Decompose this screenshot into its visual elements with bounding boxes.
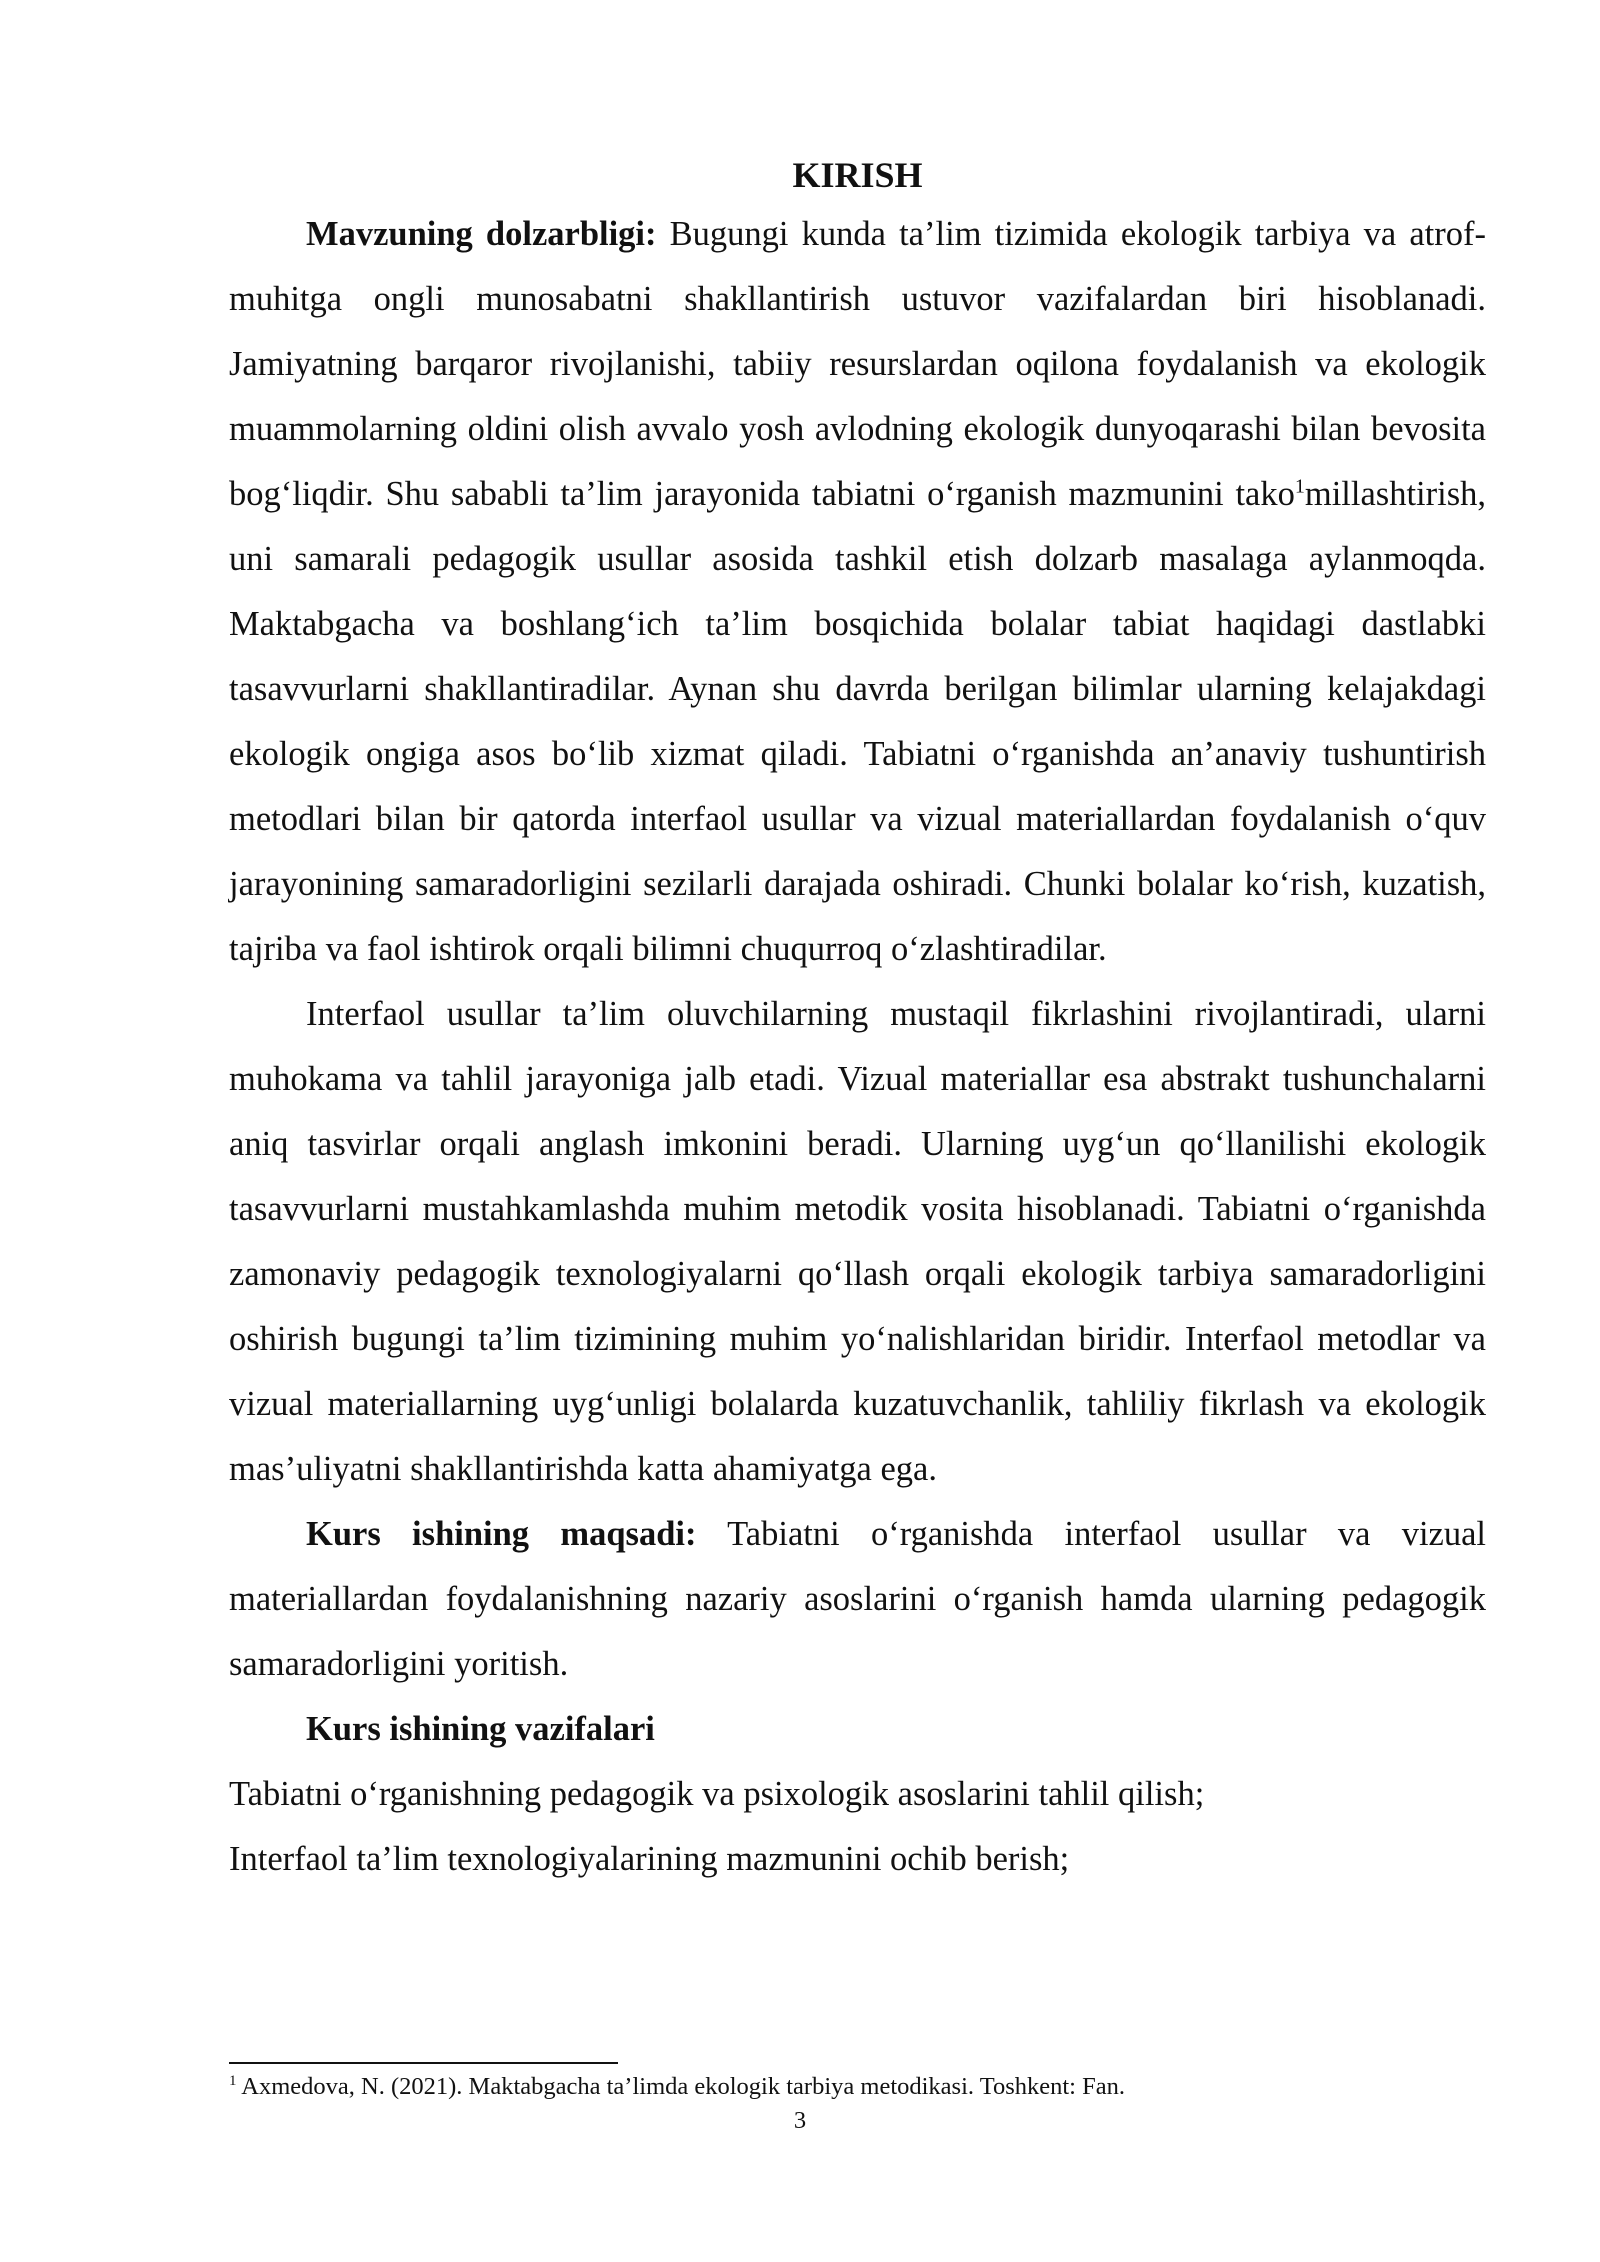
footnote-separator xyxy=(229,2062,618,2064)
body-paragraph: Interfaol usullar ta’lim oluvchilarning mustaqil fikrlashini rivojlantiradi, ularni muhokama va tahlil jarayoniga jalb etadi. Vizual materiallar esa abstrakt tushunchalarni aniq tasvirlar orqali anglash imkonini beradi. Ularning uyg‘un qo‘llanilishi ekologik tasavvurlarni mustahkamlashda muhim metodik vosita hisoblanadi. Tabiatni o‘rganishda zamonaviy pedagogik texnologiyalarni qo‘llash orqali ekologik tarbiya samaradorligini oshirish bugungi ta’lim tizimining muhim yo‘nalishlaridan biridir. Interfaol metodlar va vizual materiallarning uyg‘unligi bolalarda kuzatuvchanlik, tahliliy fikrlash va ekologik mas’uliyatni shakllantirishda katta ahamiyatga ega. xyxy=(229,995,1486,1488)
footnote-number: 1 xyxy=(229,2072,237,2089)
goal-label: Kurs ishining maqsadi: xyxy=(306,1515,697,1553)
goal-text: Tabiatni o‘rganishda interfaol usullar va vizual materiallardan foydalanishning nazariy asoslarini o‘rganish hamda ularning pedagogik samaradorligini yoritish. xyxy=(229,1515,1487,1683)
relevance-text-end: millashtirish, uni samarali pedagogik usullar asosida tashkil etish dolzarb masalaga aylanmoqda. Maktabgacha va boshlang‘ich ta’lim bosqichida bolalar tabiat haqidagi dastlabki tasavvurlarni shakllantiradilar. Aynan shu davrda berilgan bilimlar ularning kelajakdagi ekologik ongiga asos bo‘lib xizmat qiladi. Tabiatni o‘rganishda an’anaviy tushuntirish metodlari bilan bir qatorda interfaol usullar va vizual materiallardan foydalanish o‘quv jarayonining samaradorligini sezilarli darajada oshiradi. Chunki bolalar ko‘rish, kuzatish, tajriba va faol ishtirok orqali bilimni chuqurroq o‘zlashtiradilar. xyxy=(229,475,1486,968)
tasks-heading: Kurs ishining vazifalari xyxy=(306,1710,655,1748)
footnote-text: Axmedova, N. (2021). Maktabgacha ta’limda ekologik tarbiya metodikasi. Toshkent: Fan. xyxy=(236,2073,1125,2100)
task-item: Tabiatni o‘rganishning pedagogik va psixologik asoslarini tahlil qilish; xyxy=(229,1775,1205,1813)
relevance-paragraph xyxy=(229,202,1486,982)
page-body xyxy=(229,150,1486,1892)
relevance-label: Mavzuning dolzarbligi: xyxy=(306,215,657,253)
task-item: Interfaol ta’lim texnologiyalarining mazmunini ochib berish; xyxy=(229,1840,1070,1878)
footnote-reference[interactable]: 1 xyxy=(1294,475,1305,498)
goal-paragraph xyxy=(229,1502,1486,1697)
footnote xyxy=(229,2070,1486,2104)
relevance-text-start: Bugungi kunda ta’lim tizimida ekologik tarbiya va atrof-muhitga ongli munosabatni shakllantirish ustuvor vazifalardan biri hisoblanadi. Jamiyatning barqaror rivojlanishi, tabiiy resurslardan oqilona foydalanish va ekologik muammolarning oldini olish avvalo yosh avlodning ekologik dunyoqarashi bilan bevosita bog‘liqdir. Shu sababli ta’lim jarayonida tabiatni o‘rganish mazmunini tako xyxy=(229,215,1486,513)
page-title: KIRISH xyxy=(792,155,923,195)
page-number: 3 xyxy=(793,2107,807,2134)
